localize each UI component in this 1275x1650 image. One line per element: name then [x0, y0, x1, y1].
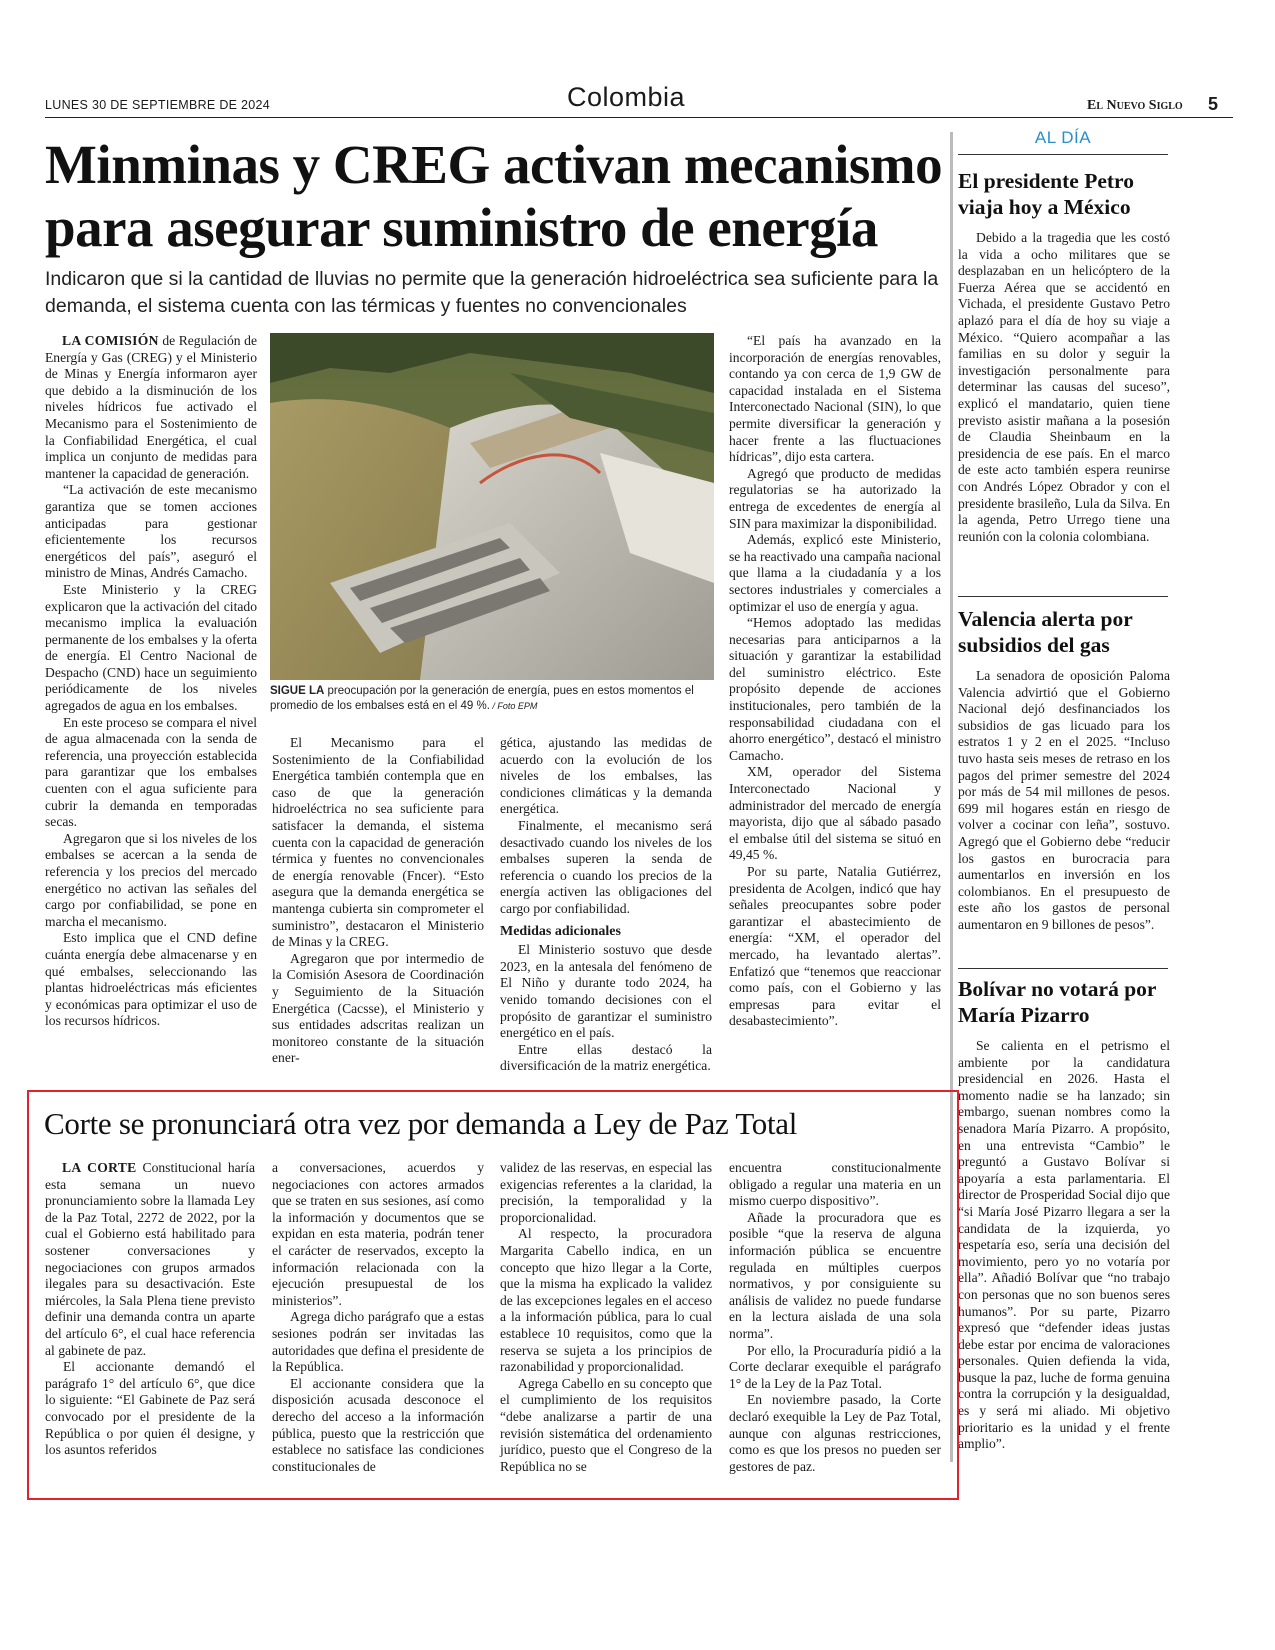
header-divider: [45, 117, 1233, 118]
paragraph: El accionante demandó el parágrafo 1° del artículo 6°, que dice lo siguiente: “El Gabinete de Paz será convocado por el presidente de la República o por quien él designe, y los asuntos referidos: [45, 1359, 255, 1458]
paragraph: validez de las reservas, en especial las exigencias referentes a la claridad, la precisión, la temporalidad y la proporcionalidad.: [500, 1160, 712, 1225]
dam-photo-illustration: [270, 333, 714, 680]
paragraph: Añade la procuradora que es posible “que la reserva de alguna información pública se encuentre regulada en múltiples cuerpos normativos, y por consiguiente su análisis de validez no puede fundarse en la lectura aislada de una sola norma”.: [729, 1209, 941, 1341]
lead-word: LA CORTE: [62, 1160, 137, 1175]
sidebar-header: AL DÍA: [1034, 128, 1092, 147]
page-number: 5: [1208, 94, 1219, 114]
paragraph: Se calienta en el petrismo el ambiente por la candidatura presidencial en 2026. Hasta el momento nadie se ha lanzado; sin embargo, suenan nombres como la senadora María Pizarro. A propósito, en una entrevista “Cambio” le preguntó a Gustavo Bolívar si apoyaría a esta parlamentaria. El director de Prosperidad Social dijo que “si María José Pizarro llegara a ser la candidata de la izquierda, yo respetaría eso, sería una decisión del movimiento, pero yo no votaría por ella”. Añadió Bolívar que “no trabajo con personas que no son buenos seres humanos”. Por su parte, Pizarro expresó que “defender ideas justas debe estar por encima de valoraciones personales. Quien defienda la vida, busque la paz, luche de forma genuina contra la corrupción y la desigualdad, es y será mi aliado. Mi objetivo prioritario es la unidad y el frente amplio”.: [958, 1038, 1170, 1452]
section-title: Colombia: [567, 82, 686, 112]
dam-photo: [270, 333, 714, 680]
paragraph: Agregó que producto de medidas regulatorias se ha autorizado la entrega de excedentes de energía al SIN para maximizar la disponibilidad.: [729, 465, 941, 531]
sidebar-story-body: [958, 230, 1170, 545]
paragraph-text: Constitucional haría esta semana un nuevo pronunciamiento sobre la llamada Ley de la Paz Total, 2272 de 2022, por la cual el Gobierno está habilitado para sostener conversaciones y negociaciones con grupos armados ilegales para su desactivación. Este miércoles, la Sala Plena tiene previsto definir una demanda contra un aparte del artículo 6°, el cual hace referencia al gabinete de paz.: [45, 1160, 256, 1358]
caption-text: preocupación por la generación de energía, pues en estos momentos el promedio de los embalses está en el 49 %.: [270, 685, 694, 712]
paragraph: La senadora de oposición Paloma Valencia advirtió que el Gobierno Nacional dejó desfinanciados los subsidios de gas licuado para los estratos 1 y 2 en el 2025. “Incluso tuvo hasta seis meses de retraso en los pagos del primer semestre del 2024 por más de 54 mil millones de pesos. 699 mil hogares están en riesgo de volver a cocinar con leña”, sostuvo. Agregó que el Gobierno debe “reducir los gastos en burocracia para aumentarlos en inversión en los colombianos. En el presupuesto de este año los gastos de personal aumentaron en 9 billones de pesos”.: [958, 668, 1170, 932]
paragraph: XM, operador del Sistema Interconectado Nacional y administrador del mercado de energía mayorista, dijo que al sábado pasado el embalse útil del sistema se situó en 49,45 %.: [729, 764, 941, 863]
boxed-article-column-2: [272, 1160, 484, 1475]
sidebar-separator: [958, 596, 1168, 597]
lead-word: LA COMISIÓN: [62, 333, 159, 348]
paragraph: [45, 1160, 255, 1359]
photo-caption: [270, 684, 714, 714]
paragraph: Además, explicó este Ministerio, se ha reactivado una campaña nacional que llama a la ciudadanía y a los sectores industriales y comerciales a optimizar el uso de energía y agua.: [729, 532, 941, 614]
boxed-article-column-1: [45, 1160, 255, 1459]
paragraph: Agregaron que si los niveles de los embalses se acercan a la senda de referencia y los precios del mercado energético no activan las señales del cargo por confiabilidad, se pone en marcha el mecanismo.: [45, 830, 257, 929]
paragraph: gética, ajustando las medidas de acuerdo con la evolución de los niveles de los embalses, las condiciones climáticas y la demanda energética.: [500, 735, 712, 817]
paragraph: En este proceso se compara el nivel de agua almacenada con la senda de referencia, una proyección establecida para garantizar que los embalses cuenten con el agua suficiente para cubrir la demanda en temporadas secas.: [45, 714, 258, 830]
paragraph: El Ministerio sostuvo que desde 2023, en la antesala del fenómeno de El Niño y durante todo 2024, ha venido tomando decisiones con el propósito de garantizar el suministro energético en el país.: [500, 942, 712, 1041]
paragraph: Al respecto, la procuradora Margarita Cabello indica, en un concepto que hizo llegar a la Corte, que la misma ha explicado la validez de las excepciones legales en el acceso a la información pública, para lo cual establece 10 requisitos, como que la reserva se sujeta a los principios de razonabilidad y proporcionalidad.: [500, 1226, 712, 1375]
sidebar-story-body: [958, 1038, 1170, 1453]
paragraph: “El país ha avanzado en la incorporación de energías renovables, contando ya con cerca de 1,9 GW de capacidad instalada en el Sistema Interconectado Nacional (SIN), lo que permite diversificar la generación y hacer frente a las fluctuaciones hídricas”, dijo esta cartera.: [729, 333, 941, 465]
paragraph-text: de Regulación de Energía y Gas (CREG) y el Ministerio de Minas y Energía informaron ayer que debido a la disminución de los niveles hídricos fue activado el Mecanismo para el Sostenimiento de la Confiabilidad Energética, el cual implica un conjunto de medidas para mantener la capacidad de generación.: [45, 333, 257, 481]
paragraph: [45, 333, 257, 482]
paragraph: Agrega Cabello en su concepto que el cumplimiento de los requisitos “debe analizarse a partir de una revisión sistemática del ordenamiento jurídico, puesto que el Congreso de la República no se: [500, 1375, 712, 1474]
subheading: Medidas adicionales: [500, 923, 621, 939]
main-subtitle: Indicaron que si la cantidad de lluvias no permite que la generación hidroeléctrica sea suficiente para la demanda, el sistema cuenta con las térmicas y fuentes no convencionales: [45, 268, 939, 317]
paragraph: En noviembre pasado, la Corte declaró exequible la Ley de Paz Total, aunque con algunas restricciones, como es que los presos no pueden ser gestores de paz.: [729, 1392, 941, 1474]
paragraph: El Mecanismo para el Sostenimiento de la Confiabilidad Energética también contempla que en caso de que la generación hidroeléctrica no sea suficiente para satisfacer la demanda, el sistema cuenta con la capacidad de generación térmica y fuentes no convencionales de energía renovable (Fncer). “Esto asegura que la demanda energética se mantenga cubierta sin comprometer el suministro”, destacaron el Ministerio de Minas y la CREG.: [272, 735, 484, 950]
sidebar-story-title: El presidente Petro viaja hoy a México: [958, 169, 1134, 219]
boxed-article-column-3: [500, 1160, 712, 1475]
main-article-column-2: [272, 735, 484, 1067]
paragraph: Finalmente, el mecanismo será desactivado cuando los niveles de los embalses superen la senda de referencia o cuando los precios de la energía activen las obligaciones del cargo por confiabilidad.: [500, 817, 712, 916]
main-headline: Minminas y CREG activan mecanismo para asegurar suministro de energía: [45, 134, 943, 258]
paragraph: “Hemos adoptado las medidas necesarias para anticiparnos a la situación y garantizar la estabilidad del suministro eléctrico. Este propósito depende de acciones institucionales, pero también de la responsabilidad ciudadana con el ahorro energético”, destacó el ministro Camacho.: [729, 615, 941, 763]
main-article-column-1: [45, 333, 257, 1030]
main-article-column-4: [729, 333, 941, 1030]
boxed-article-column-4: [729, 1160, 941, 1475]
photo-credit: / Foto EPM: [489, 701, 538, 711]
sidebar-story-title: Valencia alerta por subsidios del gas: [958, 607, 1133, 657]
paragraph: Agregaron que por intermedio de la Comisión Asesora de Coordinación y Seguimiento de la Situación Energética (Cacsse), el Ministerio y sus entidades adscritas realizan un monitoreo constante de la situación ener-: [272, 950, 484, 1066]
sidebar-story-title: Bolívar no votará por María Pizarro: [958, 977, 1157, 1027]
paragraph: Agrega dicho parágrafo que a estas sesiones podrán ser invitadas las autoridades que defina el presidente de la República.: [272, 1309, 484, 1375]
sidebar-separator: [958, 154, 1168, 155]
paragraph: El accionante considera que la disposición acusada desconoce el derecho del acceso a la información pública, puesto que la restricción que establece no satisface las condiciones constitucionales de: [272, 1375, 484, 1474]
paragraph: Entre ellas destacó la diversificación de la matriz energética.: [500, 1041, 712, 1074]
paragraph: encuentra constitucionalmente obligado a regular una materia en un mismo cuerpo dispositivo”.: [729, 1160, 941, 1209]
main-article-column-3: [500, 735, 712, 1075]
caption-lead: SIGUE LA: [270, 685, 325, 697]
newspaper-name: El Nuevo Siglo: [1087, 98, 1183, 113]
paragraph: “La activación de este mecanismo garantiza que se tomen acciones anticipadas para gestionar eficientemente los recursos energéticos del país”, aseguró el ministro de Minas, Andrés Camacho.: [45, 482, 257, 581]
sidebar-story-body: [958, 668, 1170, 934]
paragraph: Debido a la tragedia que les costó la vida a ocho militares que se desplazaban en un helicóptero de la Fuerza Aérea que se accidentó en Vichada, el presidente Gustavo Petro aplazó para el día de hoy su viaje a México. “Quiero acompañar a las familias en su dolor y seguir la investigación personalmente para determinar las causas del suceso”, explicó el mandatario, quien tiene previsto asistir mañana a la posesión de Claudia Sheinbaum en la presidencia de ese país. En el marco de este acto también espera reunirse con Andrés López Obrador y con el presidente brasileño, Lula da Silva. En la agenda, Petro Urrego tiene una reunión con la colonia colombiana.: [958, 230, 1170, 544]
paragraph: Esto implica que el CND define cuánta energía debe almacenarse y en qué embalses, seleccionando las plantas hidroeléctricas más eficientes y económicas para optimizar el uso de los recursos hídricos.: [45, 930, 257, 1029]
boxed-article-headline: Corte se pronunciará otra vez por demanda a Ley de Paz Total: [44, 1106, 798, 1141]
paragraph: a conversaciones, acuerdos y negociaciones con actores armados que se traten en sus sesiones, así como la información y documentos que se expidan en esta materia, podrán tener el carácter de reservados, excepto la información relacionada con la ejecución presupuestal de los ministerios”.: [272, 1160, 484, 1308]
sidebar-separator: [958, 968, 1168, 969]
paragraph: Este Ministerio y la CREG explicaron que la activación del citado mecanismo implica la evaluación permanente de los embalses y la oferta de energía. El Centro Nacional de Despacho (CND) hace un seguimiento periódicamente de los niveles agregados de agua en los embalses.: [45, 581, 257, 714]
paragraph: Por ello, la Procuraduría pidió a la Corte declarar exequible el parágrafo 1° de la Ley de la Paz Total.: [729, 1342, 941, 1391]
paragraph: Por su parte, Natalia Gutiérrez, presidenta de Acolgen, indicó que hay señales preocupantes sobre poder garantizar el abastecimiento de energía: “XM, el operador del mercado, ha levantado alertas”. Enfatizó que “tenemos que reaccionar como país, con el Gobierno y las empresas para evitar el desabastecimiento”.: [729, 864, 941, 1029]
issue-date: LUNES 30 DE SEPTIEMBRE DE 2024: [45, 98, 271, 112]
